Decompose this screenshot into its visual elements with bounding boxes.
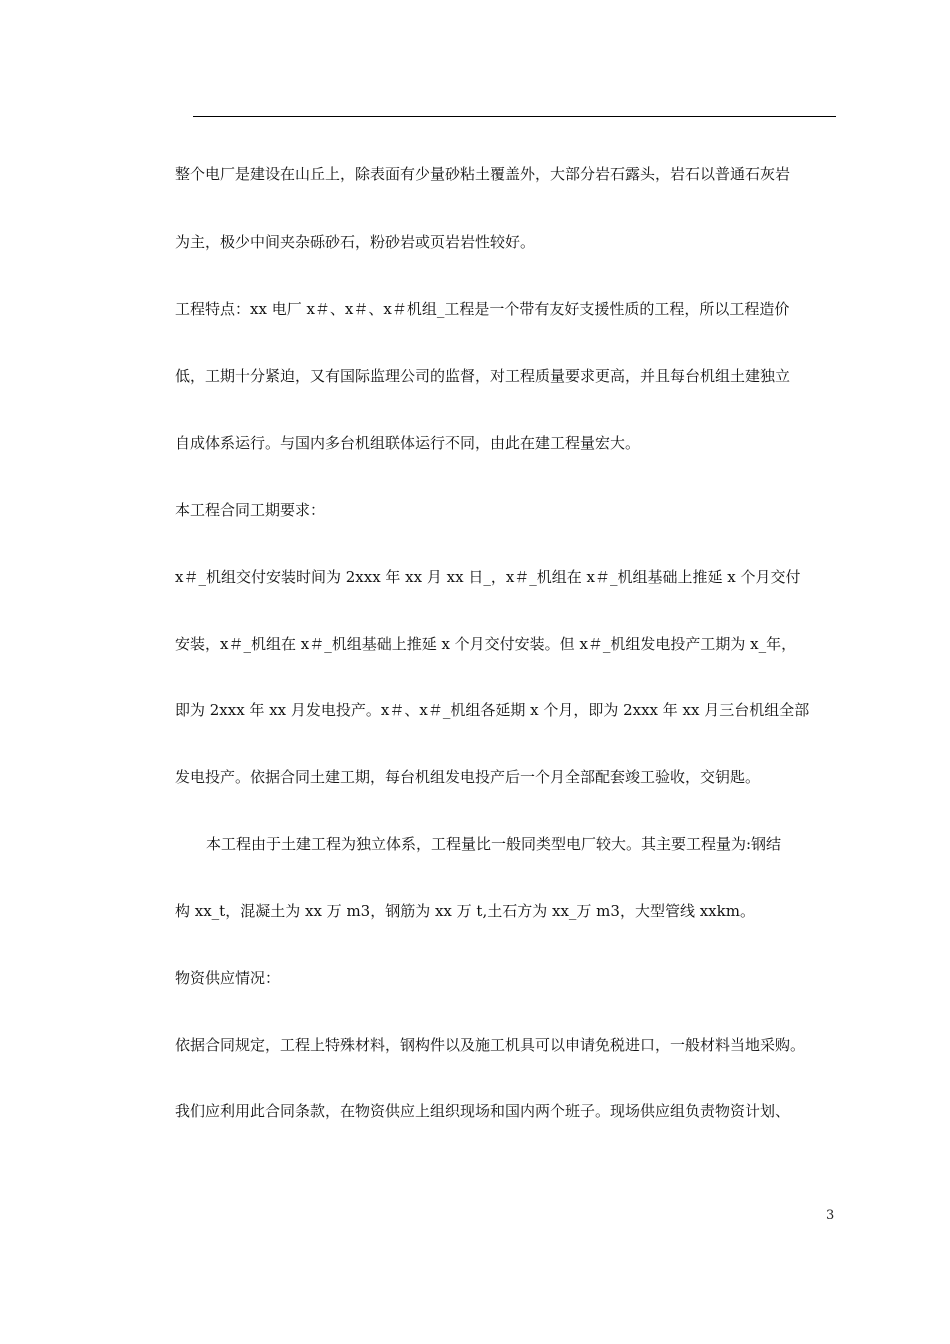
body-line: 本工程合同工期要求： <box>175 501 326 519</box>
body-line: 构 xx_t，混凝土为 xx 万 m3，钢筋为 xx 万 t,土石方为 xx_万 m3，大型管线 xxkm。 <box>175 902 755 920</box>
body-line: 整个电厂是建设在山丘上，除表面有少量砂粘土覆盖外，大部分岩石露头，岩石以普通石灰岩 <box>175 165 791 183</box>
body-line: 工程特点：xx 电厂 x＃、x＃、x＃机组_工程是一个带有友好支援性质的工程，所以工程造价 <box>175 300 790 318</box>
body-line: 发电投产。依据合同土建工期，每台机组发电投产后一个月全部配套竣工验收，交钥匙。 <box>175 768 761 786</box>
body-line: 我们应利用此合同条款，在物资供应上组织现场和国内两个班子。现场供应组负责物资计划、 <box>175 1102 791 1120</box>
page-number: 3 <box>826 1208 835 1223</box>
body-line: 物资供应情况： <box>175 969 281 987</box>
body-line: 为主，极少中间夹杂砾砂石，粉砂岩或页岩岩性较好。 <box>175 233 536 251</box>
body-line: 本工程由于土建工程为独立体系，工程量比一般同类型电厂较大。其主要工程量为:钢结 <box>206 835 782 853</box>
body-line: x＃_机组交付安装时间为 2xxx 年 xx 月 xx 日_，x＃_机组在 x＃_机组基础上推延 x 个月交付 <box>175 568 801 586</box>
body-line: 自成体系运行。与国内多台机组联体运行不同，由此在建工程量宏大。 <box>175 434 641 452</box>
header-rule <box>193 116 836 117</box>
body-line: 低，工期十分紧迫，又有国际监理公司的监督，对工程质量要求更高，并且每台机组土建独立 <box>175 367 791 385</box>
body-line: 依据合同规定，工程上特殊材料，钢构件以及施工机具可以申请免税进口，一般材料当地采购。 <box>175 1036 806 1054</box>
body-line: 安装，x＃_机组在 x＃_机组基础上推延 x 个月交付安装。但 x＃_机组发电投产工期为 x_年， <box>175 635 797 653</box>
body-line: 即为 2xxx 年 xx 月发电投产。x＃、x＃_机组各延期 x 个月，即为 2xxx 年 xx 月三台机组全部 <box>175 701 810 719</box>
